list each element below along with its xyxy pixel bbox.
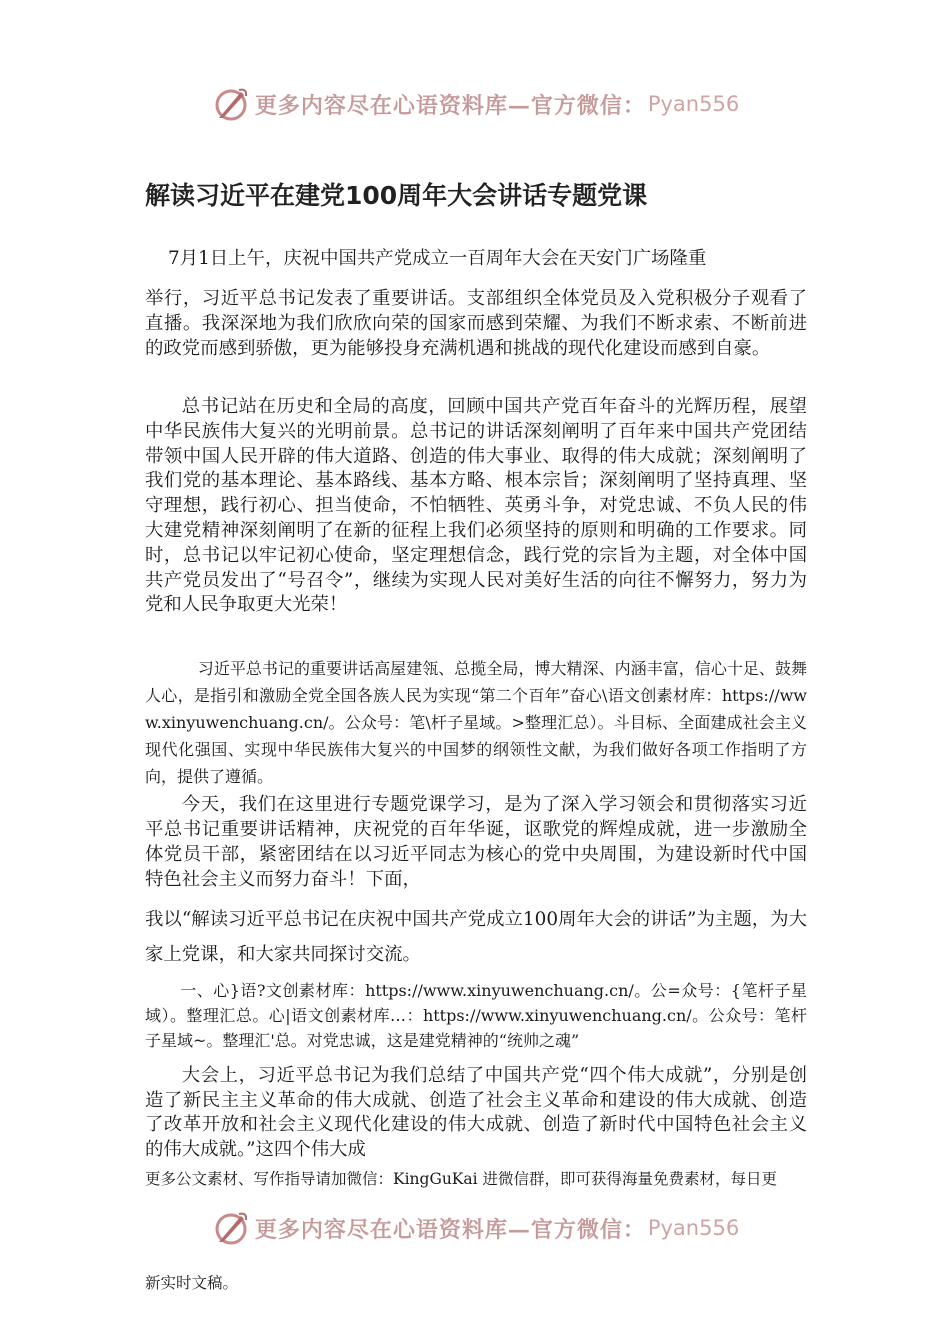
footer-promo-line: 更多公文素材、写作指导请加微信：KingGuKai 进微信群，即可获得海量免费素材，每日更 (145, 1170, 778, 1188)
paragraph-4-tail: 我以“解读习近平总书记在庆祝中国共产党成立100周年大会的讲话”为主题，为大家上党课，和大家共同探讨交流。 (145, 909, 807, 965)
watermark-wechat-id: Pyan556 (647, 1216, 740, 1240)
quill-logo-icon (211, 84, 251, 124)
paragraph-3: 习近平总书记的重要讲话高屋建瓴、总揽全局，博大精深、内涵丰富，信心十足、鼓舞人心，是指引和激励全党全国各族人民为实现“第二个百年”奋心\语文创素材库：https://www.xinyuwenchuang.cn/。公众号：笔\杆子星域。>整理汇总）。斗目标、全面建成社会主义现代化强国、实现中华民族伟大复兴的中国梦的纲领性文献，为我们做好各项工作指明了方向，提供了遵循。 (145, 659, 807, 786)
footer-watermark-banner (0, 1206, 950, 1250)
paragraph-2: 总书记站在历史和全局的高度，回顾中国共产党百年奋斗的光辉历程，展望中华民族伟大复兴的光明前景。总书记的讲话深刻阐明了百年来中国共产党团结带领中国人民开辟的伟大道路、创造的伟大事业、取得的伟大成就；深刻阐明了我们党的基本理论、基本路线、基本方略、根本宗旨；深刻阐明了坚持真理、坚守理想，践行初心、担当使命，不怕牺牲、英勇斗争，对党忠诚、不负人民的伟大建党精神深刻阐明了在新的征程上我们必须坚持的原则和明确的工作要求。同时，总书记以牢记初心使命，坚定理想信念，践行党的宗旨为主题，对全体中国共产党员发出了“号召令”，继续为实现人民对美好生活的向往不懈努力，努力为党和人民争取更大光荣！ (145, 396, 807, 616)
watermark-text: 更多内容尽在心语资料库—官方微信： (254, 1216, 646, 1243)
document-title: 解读习近平在建党100周年大会讲话专题党课 (145, 181, 648, 210)
quill-logo-icon (211, 1208, 251, 1248)
header-watermark-banner (0, 82, 950, 126)
section-heading-1: 一、心}语?文创素材库：https://www.xinyuwenchuang.cn/。公=众号：{笔杆子星域）。整理汇总。心|语文创素材库…：https://www.xinyuwenchuang.cn/。公众号：笔杆子星域~。整理汇'总。对党忠诚，这是建党精神的“统帅之魂” (145, 981, 807, 1050)
watermark-text: 更多内容尽在心语资料库—官方微信： (254, 92, 646, 119)
paragraph-4: 今天，我们在这里进行专题党课学习，是为了深入学习领会和贯彻落实习近平总书记重要讲话精神，庆祝党的百年华诞，讴歌党的辉煌成就，进一步激励全体党员干部，紧密团结在以习近平同志为核心的党中央周围，为建设新时代中国特色社会主义而努力奋斗！下面， (145, 794, 807, 890)
footer-promo-line-2: 新实时文稿。 (145, 1274, 239, 1292)
paragraph-1: 举行，习近平总书记发表了重要讲话。支部组织全体党员及入党积极分子观看了直播。我深深地为我们欣欣向荣的国家而感到荣耀、为我们不断求索、不断前进的政党而感到骄傲，更为能够投身充满机遇和挑战的现代化建设而感到自豪。 (145, 288, 807, 359)
paragraph-1-first-line: 7月1日上午，庆祝中国共产党成立一百周年大会在天安门广场隆重 (168, 248, 707, 269)
watermark-wechat-id: Pyan556 (647, 92, 740, 116)
paragraph-6: 大会上，习近平总书记为我们总结了中国共产党“四个伟大成就”，分别是创造了新民主主义革命的伟大成就、创造了社会主义革命和建设的伟大成就、创造了改革开放和社会主义现代化建设的伟大成就、创造了新时代中国特色社会主义的伟大成就。”这四个伟大成 (145, 1065, 807, 1160)
